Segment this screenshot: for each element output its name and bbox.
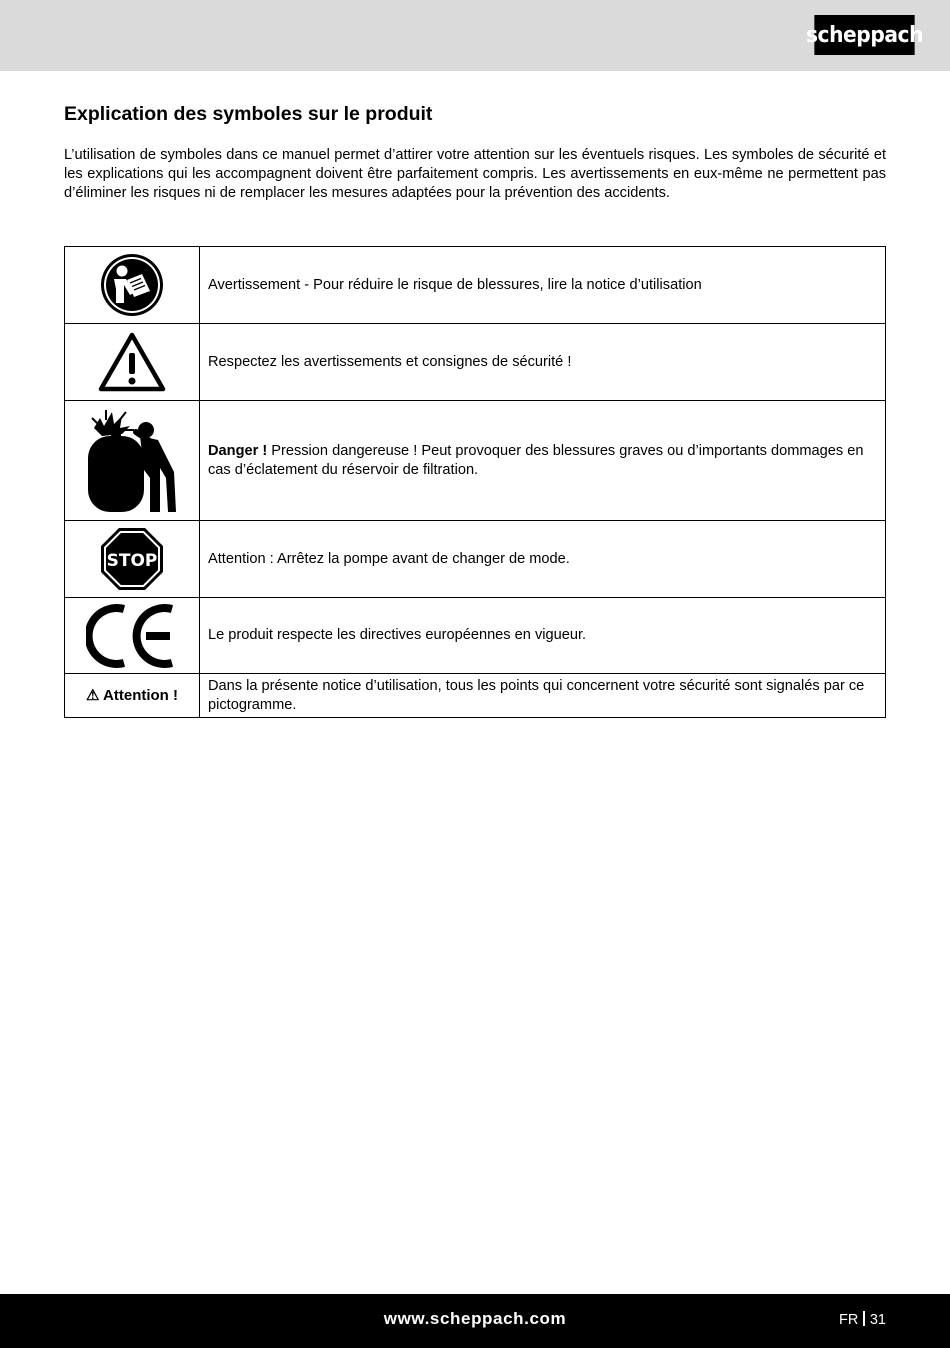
stop-sign-text: STOP [106,551,158,571]
row-text: Avertissement - Pour réduire le risque de blessures, lire la notice d’utilisation [200,247,886,324]
separator [863,1311,865,1326]
footer-url[interactable]: www.scheppach.com [383,1309,567,1328]
intro-paragraph: L’utilisation de symboles dans ce manuel permet d’attirer votre attention sur les éventuels risques. Les symboles de sécurité et les explications qui les accompagnent doivent être parfaitement compris. Les avertissements en eux-même ne permettent pas d’éliminer les risques ni de remplacer les mesures adaptées pour la prévention des accidents. [64,147,886,201]
icon-cell [65,674,200,718]
page-title: Explication des symboles sur le produit [64,103,433,125]
language-code: FR [839,1312,859,1328]
warning-triangle-icon [98,331,166,393]
row-text: Le produit respecte les directives européennes en vigueur. [200,598,886,674]
read-manual-icon [100,253,164,317]
page-indicator [839,1311,886,1328]
table-row [65,247,886,324]
brand-logo [805,15,924,55]
danger-label: Danger ! [208,442,268,459]
table-row [65,401,886,521]
icon-cell [65,401,200,521]
table-row [65,598,886,674]
page-number: 31 [869,1312,886,1328]
logo-text: scheppach [805,22,924,48]
pressure-danger-icon [84,406,180,516]
ce-mark-icon [86,603,178,669]
symbols-table [64,246,886,718]
row-text: Attention : Arrêtez la pompe avant de changer de mode. [200,521,886,598]
icon-cell [65,521,200,598]
attention-label: ⚠ Attention ! [85,686,179,704]
icon-cell [65,324,200,401]
icon-cell [65,247,200,324]
danger-text: Pression dangereuse ! Peut provoquer des blessures graves ou d’importants dommages en cas d’éclatement du réservoir de filtration. [208,442,864,478]
stop-sign-icon [99,526,165,592]
row-text: Dans la présente notice d’utilisation, tous les points qui concernent votre sécurité sont signalés par ce pictogramme. [200,674,886,718]
footer [0,1294,950,1348]
table-row [65,324,886,401]
row-text [200,401,886,521]
table-row [65,521,886,598]
table-row [65,674,886,718]
icon-cell [65,598,200,674]
row-text: Respectez les avertissements et consignes de sécurité ! [200,324,886,401]
